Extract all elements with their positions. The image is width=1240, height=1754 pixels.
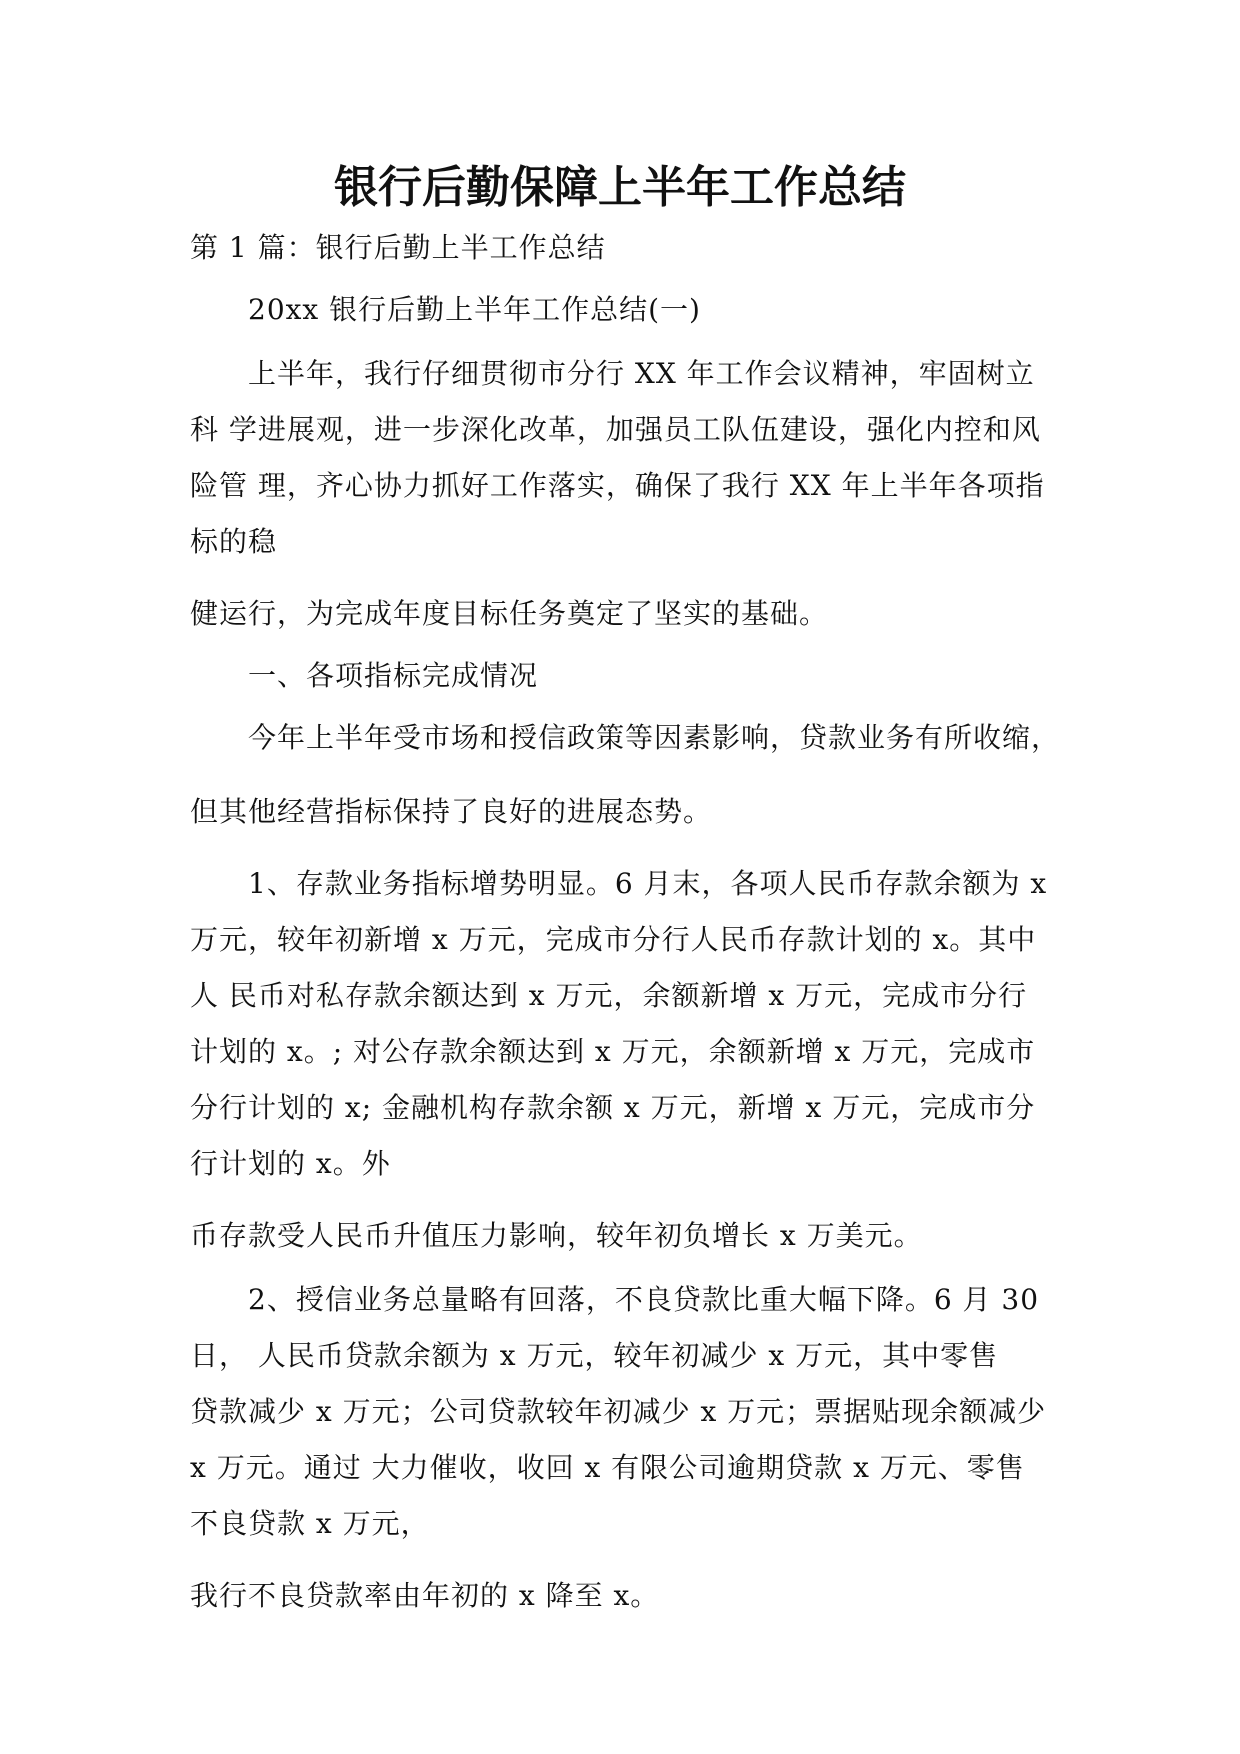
document-title: 银行后勤保障上半年工作总结	[334, 162, 906, 213]
paragraph-line: 分行计划的 x; 金融机构存款余额 x 万元，新增 x 万元，完成市分	[190, 1091, 1036, 1124]
section-heading: 第 1 篇：银行后勤上半工作总结	[190, 231, 606, 264]
paragraph-line: 日， 人民币贷款余额为 x 万元，较年初减少 x 万元，其中零售	[190, 1339, 999, 1372]
subheading: 20xx 银行后勤上半年工作总结(一)	[248, 293, 701, 326]
paragraph-line: 2、授信业务总量略有回落，不良贷款比重大幅下降。6 月 30	[248, 1283, 1040, 1316]
paragraph-line: 不良贷款 x 万元，	[190, 1507, 430, 1540]
paragraph-line: 标的稳	[190, 525, 278, 558]
paragraph-line: 万元，较年初新增 x 万元，完成市分行人民币存款计划的 x。其中	[190, 923, 1037, 956]
section-heading: 一、各项指标完成情况	[248, 659, 539, 692]
paragraph-line: 健运行，为完成年度目标任务奠定了坚实的基础。	[190, 597, 829, 630]
paragraph-line: 计划的 x。; 对公存款余额达到 x 万元，余额新增 x 万元，完成市	[190, 1035, 1036, 1068]
paragraph-line: 我行不良贷款率由年初的 x 降至 x。	[190, 1579, 660, 1612]
paragraph-line: 上半年，我行仔细贯彻市分行 XX 年工作会议精神，牢固树立	[248, 357, 1035, 390]
paragraph-line: 币存款受人民币升值压力影响，较年初负增长 x 万美元。	[190, 1219, 923, 1252]
paragraph-line: 人 民币对私存款余额达到 x 万元，余额新增 x 万元，完成市分行	[190, 979, 1028, 1012]
paragraph-line: 今年上半年受市场和授信政策等因素影响，贷款业务有所收缩，	[248, 721, 1061, 754]
paragraph-line: x 万元。通过 大力催收，收回 x 有限公司逾期贷款 x 万元、零售	[190, 1451, 1025, 1484]
paragraph-line: 贷款减少 x 万元；公司贷款较年初减少 x 万元；票据贴现余额减少	[190, 1395, 1047, 1428]
paragraph-line: 1、存款业务指标增势明显。6 月末，各项人民币存款余额为 x	[248, 867, 1048, 900]
paragraph-line: 但其他经营指标保持了良好的进展态势。	[190, 795, 713, 828]
paragraph-line: 险管 理，齐心协力抓好工作落实，确保了我行 XX 年上半年各项指	[190, 469, 1045, 502]
paragraph-line: 科 学进展观，进一步深化改革，加强员工队伍建设，强化内控和风	[190, 413, 1041, 446]
paragraph-line: 行计划的 x。外	[190, 1147, 391, 1180]
